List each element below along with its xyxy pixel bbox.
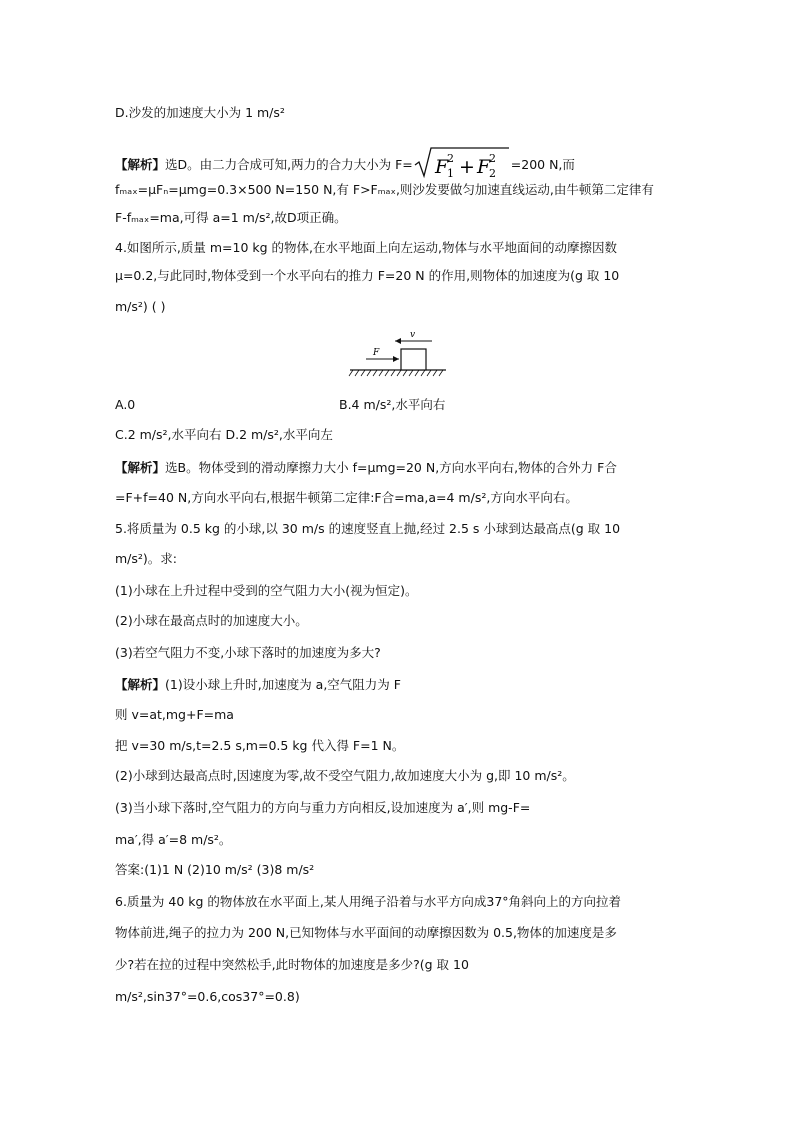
q5-part-1: (1)小球在上升过程中受到的空气阻力大小(视为恒定)。 [115, 583, 418, 598]
q6-line-3: 少?若在拉的过程中突然松手,此时物体的加速度是多少?(g 取 10 [115, 957, 469, 972]
analysis-tag: 【解析】 [115, 677, 166, 692]
analysis-3-line-3: F-fₘₐₓ=ma,可得 a=1 m/s²,故D项正确。 [115, 210, 347, 225]
q6-line-2: 物体前进,绳子的拉力为 200 N,已知物体与水平面间的动摩擦因数为 0.5,物体的加速度是多 [115, 925, 617, 940]
analysis-text: 选B。物体受到的滑动摩擦力大小 f=μmg=20 N,方向水平向右,物体的合外力 F合 [165, 460, 617, 475]
force-label: F [373, 348, 380, 358]
analysis-5-line-5: (3)当小球下落时,空气阻力的方向与重力方向相反,设加速度为 a′,则 mg-F= [115, 800, 531, 815]
q4-option-b: B.4 m/s²,水平向右 [339, 397, 446, 412]
velocity-label: v [410, 330, 416, 340]
q5-line-1: 5.将质量为 0.5 kg 的小球,以 30 m/s 的速度竖直上抛,经过 2.5 s 小球到达最高点(g 取 10 [115, 521, 621, 536]
analysis-tag: 【解析】 [115, 157, 166, 172]
analysis-tag: 【解析】 [115, 460, 166, 475]
analysis-5-line-1 [115, 676, 401, 694]
q6-line-1: 6.质量为 40 kg 的物体放在水平面上,某人用绳子沿着与水平方向成37°角斜向上的方向拉着 [115, 894, 622, 909]
svg-text:1: 1 [446, 167, 454, 180]
q4-option-a: A.0 [115, 397, 136, 412]
analysis-3-line-2: fₘₐₓ=μFₙ=μmg=0.3×500 N=150 N,有 F>Fₘₐₓ,则沙发要做匀加速直线运动,由牛顿第二定律有 [115, 182, 654, 197]
block [401, 349, 426, 370]
q4-line-3: m/s²) ( ) [115, 299, 166, 314]
q4-line-2: μ=0.2,与此同时,物体受到一个水平向右的推力 F=20 N 的作用,则物体的加速度为(g 取 10 [115, 268, 620, 283]
analysis-text-2: =200 N,而 [510, 157, 575, 172]
q5-part-3: (3)若空气阻力不变,小球下落时的加速度为多大? [115, 645, 381, 660]
analysis-5-line-3: 把 v=30 m/s,t=2.5 s,m=0.5 kg 代入得 F=1 N。 [115, 738, 405, 753]
analysis-3-line-1 [115, 146, 575, 185]
analysis-text: 选D。由二力合成可知,两力的合力大小为 F= [165, 157, 413, 172]
d-option: D.沙发的加速度大小为 1 m/s² [115, 105, 285, 120]
svg-text:2: 2 [488, 152, 496, 165]
svg-text:2: 2 [446, 152, 454, 165]
q4-options-cd: C.2 m/s²,水平向右 D.2 m/s²,水平向左 [115, 427, 333, 442]
svg-text:F: F [476, 156, 490, 178]
analysis-5-line-6: ma′,得 a′=8 m/s²。 [115, 832, 232, 847]
q6-line-4: m/s²,sin37°=0.6,cos37°=0.8) [115, 989, 300, 1004]
svg-text:F: F [434, 156, 448, 178]
analysis-5-line-4: (2)小球到达最高点时,因速度为零,故不受空气阻力,故加速度大小为 g,即 10 m/s²。 [115, 768, 575, 783]
q4-line-1: 4.如图所示,质量 m=10 kg 的物体,在水平地面上向左运动,物体与水平地面间的动摩擦因数 [115, 240, 617, 255]
analysis-text: (1)设小球上升时,加速度为 a,空气阻力为 F [165, 677, 401, 692]
q5-part-2: (2)小球在最高点时的加速度大小。 [115, 613, 308, 628]
analysis-4-line-1 [115, 459, 617, 477]
sqrt-formula [413, 146, 511, 185]
block-force-figure [348, 330, 448, 380]
answer-5: 答案:(1)1 N (2)10 m/s² (3)8 m/s² [115, 862, 315, 877]
q5-line-2: m/s²)。求: [115, 551, 177, 566]
svg-text:+: + [458, 156, 475, 178]
svg-text:2: 2 [488, 167, 496, 180]
analysis-4-line-2: =F+f=40 N,方向水平向右,根据牛顿第二定律:F合=ma,a=4 m/s²,方向水平向右。 [115, 490, 578, 505]
analysis-5-line-2: 则 v=at,mg+F=ma [115, 707, 234, 722]
